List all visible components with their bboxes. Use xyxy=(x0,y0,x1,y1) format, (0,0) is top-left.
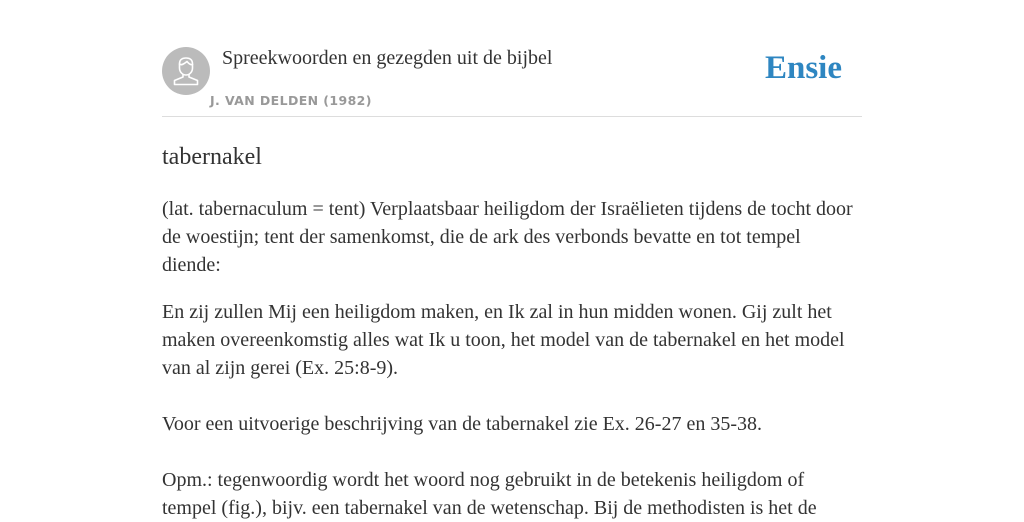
author-label: J. VAN DELDEN (1982) xyxy=(210,93,372,108)
entry-title: tabernakel xyxy=(162,144,262,170)
book-title-link[interactable]: Spreekwoorden en gezegden uit de bijbel xyxy=(222,47,553,69)
user-icon[interactable] xyxy=(162,47,210,95)
paragraph: Voor een uitvoerige beschrijving van de tabernakel zie Ex. 26-27 en 35-38. xyxy=(162,413,762,435)
paragraph: (lat. tabernaculum = tent) Verplaatsbaar heiligdom der Israëlieten tijdens de tocht door de woestijn; tent der samenkomst, die de ark des verbonds bevatte en tot tempel diende: xyxy=(162,198,853,276)
source-header xyxy=(162,0,862,117)
entry-body xyxy=(162,195,862,522)
paragraph: En zij zullen Mij een heiligdom maken, en Ik zal in hun midden wonen. Gij zult het maken overeenkomstig alles wat Ik u toon, het model van de tabernakel en het model van al zijn gerei (Ex. 25:8-9). xyxy=(162,301,845,379)
page-container xyxy=(162,0,862,522)
ensie-logo-link[interactable]: Ensie xyxy=(764,50,842,86)
paragraph: Opm.: tegenwoordig wordt het woord nog gebruikt in de betekenis heiligdom of tempel (fig.), bijv. een tabernakel van de wetenschap. Bij de methodisten is het de xyxy=(162,469,817,519)
